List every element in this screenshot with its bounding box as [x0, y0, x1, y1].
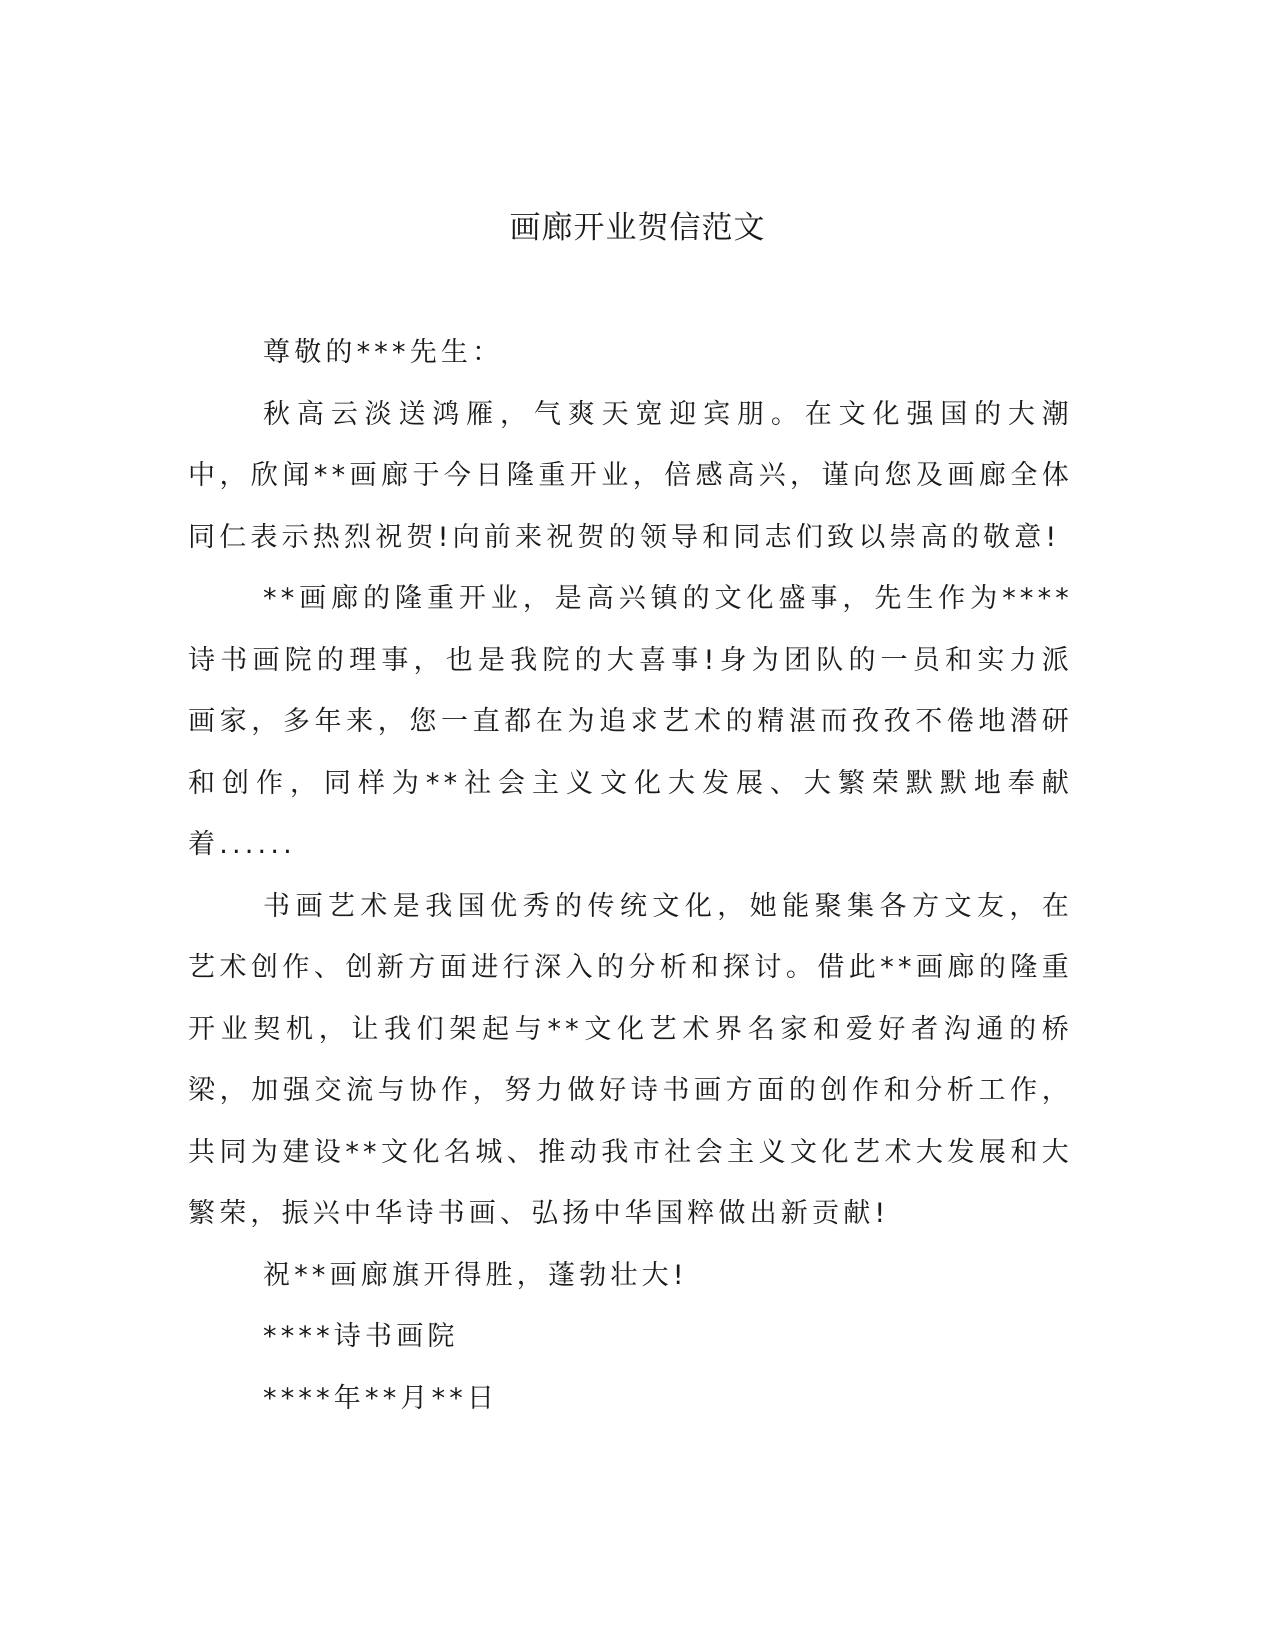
paragraph-greeting: 秋高云淡送鸿雁，气爽天宽迎宾朋。在文化强国的大潮中，欣闻**画廊于今日隆重开业，倍感高兴，谨向您及画廊全体同仁表示热烈祝贺!向前来祝贺的领导和同志们致以崇高的敬意! — [188, 398, 1073, 553]
letter-body — [188, 322, 1073, 1429]
document-title: 画廊开业贺信范文 — [509, 210, 766, 246]
signature-organization: ****诗书画院 — [263, 1321, 459, 1352]
salutation: 尊敬的***先生： — [263, 337, 504, 368]
paragraph-significance: **画廊的隆重开业，是高兴镇的文化盛事，先生作为****诗书画院的理事，也是我院的大喜事!身为团队的一员和实力派画家，多年来，您一直都在为追求艺术的精湛而孜孜不倦地潜研和创作，同样为**社会主义文化大发展、大繁荣默默地奉献着...... — [188, 583, 1073, 860]
signature-date: ****年**月**日 — [263, 1382, 499, 1414]
closing-wish: 祝**画廊旗开得胜，蓬勃壮大! — [263, 1259, 688, 1291]
paragraph-culture: 书画艺术是我国优秀的传统文化，她能聚集各方文友，在艺术创作、创新方面进行深入的分析和探讨。借此**画廊的隆重开业契机，让我们架起与**文化艺术界名家和爱好者沟通的桥梁，加强交流与协作，努力做好诗书画方面的创作和分析工作，共同为建设**文化名城、推动我市社会主义文化艺术大发展和大繁荣，振兴中华诗书画、弘扬中华国粹做出新贡献! — [188, 890, 1073, 1229]
